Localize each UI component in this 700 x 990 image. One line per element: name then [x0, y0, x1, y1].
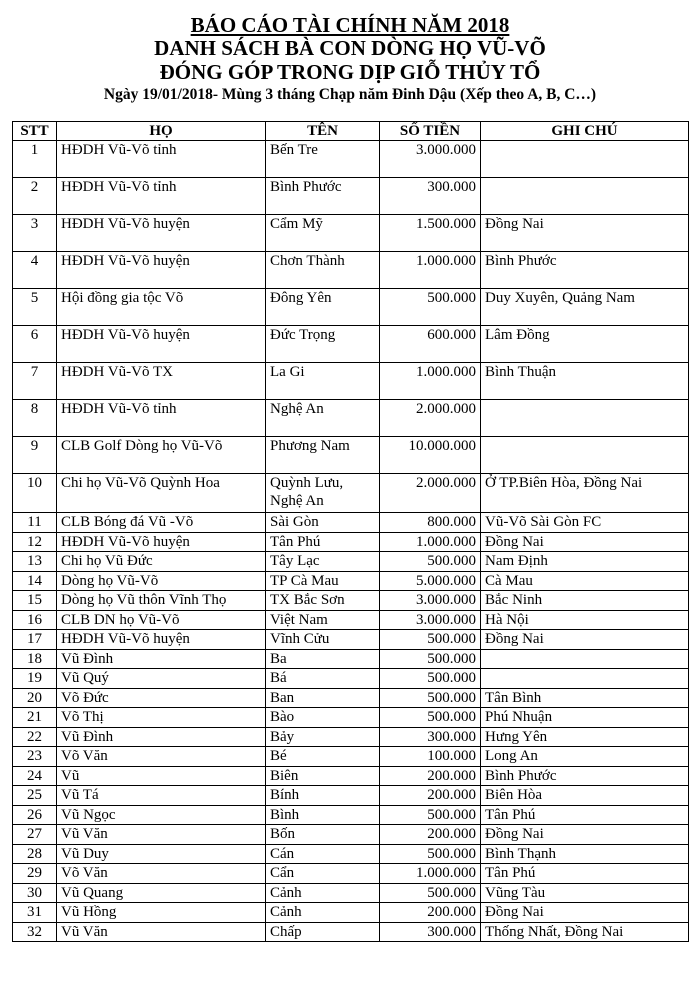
- cell-ho: CLB Bóng đá Vũ -Võ: [57, 513, 266, 533]
- cell-ten: Cẩm Mỹ: [266, 215, 380, 252]
- cell-ho: Vũ Hồng: [57, 903, 266, 923]
- cell-ho: Vũ: [57, 766, 266, 786]
- cell-stt: 9: [13, 437, 57, 474]
- table-row: [13, 178, 689, 215]
- cell-so-tien: 500.000: [380, 649, 481, 669]
- cell-stt: 6: [13, 326, 57, 363]
- cell-ho: Dòng họ Vũ thôn Vĩnh Thọ: [57, 591, 266, 611]
- cell-so-tien: 200.000: [380, 825, 481, 845]
- cell-ten: Bến Tre: [266, 141, 380, 178]
- cell-ghi-chu: Lâm Đồng: [481, 326, 689, 363]
- cell-so-tien: 2.000.000: [380, 474, 481, 513]
- cell-ten: Nghệ An: [266, 400, 380, 437]
- cell-ho: Võ Thị: [57, 708, 266, 728]
- table-row: [13, 688, 689, 708]
- cell-ten: Ban: [266, 688, 380, 708]
- cell-ho: Dòng họ Vũ-Võ: [57, 571, 266, 591]
- cell-stt: 16: [13, 610, 57, 630]
- cell-ten: Chơn Thành: [266, 252, 380, 289]
- table-row: [13, 326, 689, 363]
- table-row: [13, 825, 689, 845]
- cell-ten: Bốn: [266, 825, 380, 845]
- cell-so-tien: 1.000.000: [380, 532, 481, 552]
- cell-ghi-chu: Bắc Ninh: [481, 591, 689, 611]
- col-header-stt: STT: [13, 122, 57, 141]
- cell-stt: 30: [13, 883, 57, 903]
- cell-stt: 26: [13, 805, 57, 825]
- cell-ten: TP Cà Mau: [266, 571, 380, 591]
- table-row: [13, 610, 689, 630]
- table-row: [13, 474, 689, 513]
- cell-so-tien: 300.000: [380, 727, 481, 747]
- table-row: [13, 883, 689, 903]
- cell-stt: 8: [13, 400, 57, 437]
- cell-stt: 28: [13, 844, 57, 864]
- cell-so-tien: 100.000: [380, 747, 481, 767]
- cell-ghi-chu: Cà Mau: [481, 571, 689, 591]
- cell-stt: 11: [13, 513, 57, 533]
- cell-ghi-chu: [481, 437, 689, 474]
- cell-stt: 20: [13, 688, 57, 708]
- cell-ghi-chu: Phú Nhuận: [481, 708, 689, 728]
- list-title: DANH SÁCH BÀ CON DÒNG HỌ VŨ-VÕ: [154, 36, 546, 60]
- col-header-ho: HỌ: [57, 122, 266, 141]
- cell-ghi-chu: Long An: [481, 747, 689, 767]
- cell-ten: Cảnh: [266, 903, 380, 923]
- cell-stt: 23: [13, 747, 57, 767]
- cell-stt: 15: [13, 591, 57, 611]
- cell-ghi-chu: Đồng Nai: [481, 630, 689, 650]
- cell-ghi-chu: Đồng Nai: [481, 825, 689, 845]
- occasion-title: ĐÓNG GÓP TRONG DỊP GIỖ THỦY TỔ: [159, 60, 541, 84]
- cell-ho: Vũ Duy: [57, 844, 266, 864]
- table-row: [13, 747, 689, 767]
- cell-ghi-chu: Tân Phú: [481, 805, 689, 825]
- cell-ten: Bảy: [266, 727, 380, 747]
- cell-ho: Vũ Văn: [57, 922, 266, 942]
- cell-so-tien: 200.000: [380, 903, 481, 923]
- cell-stt: 3: [13, 215, 57, 252]
- cell-so-tien: 500.000: [380, 883, 481, 903]
- table-row: [13, 591, 689, 611]
- cell-so-tien: 500.000: [380, 844, 481, 864]
- report-title: BÁO CÁO TÀI CHÍNH NĂM 2018: [190, 13, 510, 37]
- cell-so-tien: 500.000: [380, 688, 481, 708]
- cell-so-tien: 600.000: [380, 326, 481, 363]
- table-row: [13, 669, 689, 689]
- contribution-table: [12, 121, 689, 942]
- cell-ten: Bính: [266, 786, 380, 806]
- cell-ten: Cẩn: [266, 864, 380, 884]
- cell-ho: HĐDH Vũ-Võ huyện: [57, 252, 266, 289]
- cell-ghi-chu: [481, 178, 689, 215]
- cell-ho: CLB Golf Dòng họ Vũ-Võ: [57, 437, 266, 474]
- cell-ghi-chu: Bình Phước: [481, 252, 689, 289]
- cell-ten: Chấp: [266, 922, 380, 942]
- table-row: [13, 215, 689, 252]
- cell-ghi-chu: Đồng Nai: [481, 903, 689, 923]
- cell-ten: Bào: [266, 708, 380, 728]
- cell-ho: Hội đồng gia tộc Võ: [57, 289, 266, 326]
- cell-ghi-chu: Hà Nội: [481, 610, 689, 630]
- cell-so-tien: 300.000: [380, 178, 481, 215]
- table-row: [13, 400, 689, 437]
- table-row: [13, 786, 689, 806]
- cell-stt: 29: [13, 864, 57, 884]
- cell-ten: Bình: [266, 805, 380, 825]
- cell-ten: Phương Nam: [266, 437, 380, 474]
- cell-ghi-chu: Ở TP.Biên Hòa, Đồng Nai: [481, 474, 689, 513]
- cell-ho: Vũ Ngọc: [57, 805, 266, 825]
- cell-ghi-chu: Nam Định: [481, 552, 689, 572]
- cell-ten: Sài Gòn: [266, 513, 380, 533]
- cell-ho: HĐDH Vũ-Võ tỉnh: [57, 178, 266, 215]
- table-header-row: [13, 122, 689, 141]
- cell-stt: 13: [13, 552, 57, 572]
- date-subtitle: Ngày 19/01/2018- Mùng 3 tháng Chạp năm Đinh Dậu (Xếp theo A, B, C…): [103, 86, 597, 103]
- cell-ghi-chu: Bình Thạnh: [481, 844, 689, 864]
- cell-stt: 14: [13, 571, 57, 591]
- cell-so-tien: 3.000.000: [380, 610, 481, 630]
- table-row: [13, 864, 689, 884]
- cell-ten: Việt Nam: [266, 610, 380, 630]
- cell-ten: Tân Phú: [266, 532, 380, 552]
- cell-ghi-chu: Biên Hòa: [481, 786, 689, 806]
- cell-ten: Tây Lạc: [266, 552, 380, 572]
- cell-stt: 24: [13, 766, 57, 786]
- cell-ho: HĐDH Vũ-Võ huyện: [57, 630, 266, 650]
- cell-ghi-chu: Thống Nhất, Đồng Nai: [481, 922, 689, 942]
- cell-stt: 22: [13, 727, 57, 747]
- cell-ho: Chi họ Vũ-Võ Quỳnh Hoa: [57, 474, 266, 513]
- cell-so-tien: 1.000.000: [380, 252, 481, 289]
- cell-ho: Vũ Đình: [57, 727, 266, 747]
- cell-so-tien: 500.000: [380, 669, 481, 689]
- cell-so-tien: 200.000: [380, 786, 481, 806]
- cell-ho: Vũ Đình: [57, 649, 266, 669]
- cell-ho: HĐDH Vũ-Võ huyện: [57, 326, 266, 363]
- cell-ten: Bình Phước: [266, 178, 380, 215]
- cell-ghi-chu: Đồng Nai: [481, 215, 689, 252]
- cell-stt: 4: [13, 252, 57, 289]
- cell-stt: 31: [13, 903, 57, 923]
- cell-ghi-chu: Hưng Yên: [481, 727, 689, 747]
- cell-stt: 12: [13, 532, 57, 552]
- cell-ho: Vũ Quang: [57, 883, 266, 903]
- table-row: [13, 630, 689, 650]
- cell-so-tien: 1.000.000: [380, 363, 481, 400]
- col-header-ten: TÊN: [266, 122, 380, 141]
- cell-ho: Vũ Tá: [57, 786, 266, 806]
- table-body: [13, 141, 689, 942]
- cell-ten: Bé: [266, 747, 380, 767]
- table-row: [13, 708, 689, 728]
- cell-so-tien: 10.000.000: [380, 437, 481, 474]
- cell-so-tien: 500.000: [380, 708, 481, 728]
- cell-ten: Cảnh: [266, 883, 380, 903]
- cell-ghi-chu: Duy Xuyên, Quảng Nam: [481, 289, 689, 326]
- table-row: [13, 437, 689, 474]
- table-row: [13, 552, 689, 572]
- cell-ho: CLB DN họ Vũ-Võ: [57, 610, 266, 630]
- cell-ho: Võ Văn: [57, 864, 266, 884]
- cell-stt: 1: [13, 141, 57, 178]
- cell-so-tien: 1.000.000: [380, 864, 481, 884]
- cell-ghi-chu: [481, 669, 689, 689]
- cell-so-tien: 2.000.000: [380, 400, 481, 437]
- cell-so-tien: 300.000: [380, 922, 481, 942]
- cell-ten: Bá: [266, 669, 380, 689]
- cell-stt: 10: [13, 474, 57, 513]
- cell-so-tien: 500.000: [380, 289, 481, 326]
- cell-ho: Vũ Văn: [57, 825, 266, 845]
- cell-ho: HĐDH Vũ-Võ tỉnh: [57, 141, 266, 178]
- table-row: [13, 766, 689, 786]
- cell-ghi-chu: Bình Phước: [481, 766, 689, 786]
- cell-stt: 17: [13, 630, 57, 650]
- cell-ten: Đông Yên: [266, 289, 380, 326]
- cell-so-tien: 3.000.000: [380, 141, 481, 178]
- cell-ghi-chu: Vũ-Võ Sài Gòn FC: [481, 513, 689, 533]
- cell-ho: HĐDH Vũ-Võ huyện: [57, 215, 266, 252]
- cell-ghi-chu: [481, 649, 689, 669]
- cell-so-tien: 800.000: [380, 513, 481, 533]
- cell-so-tien: 500.000: [380, 552, 481, 572]
- table-row: [13, 141, 689, 178]
- table-row: [13, 289, 689, 326]
- table-row: [13, 903, 689, 923]
- cell-stt: 25: [13, 786, 57, 806]
- cell-ghi-chu: Tân Bình: [481, 688, 689, 708]
- cell-so-tien: 500.000: [380, 630, 481, 650]
- table-row: [13, 844, 689, 864]
- cell-stt: 19: [13, 669, 57, 689]
- table-row: [13, 532, 689, 552]
- cell-ghi-chu: Tân Phú: [481, 864, 689, 884]
- cell-so-tien: 200.000: [380, 766, 481, 786]
- cell-stt: 21: [13, 708, 57, 728]
- col-header-ghi-chu: GHI CHÚ: [481, 122, 689, 141]
- cell-stt: 18: [13, 649, 57, 669]
- cell-ten: Vĩnh Cửu: [266, 630, 380, 650]
- cell-ghi-chu: [481, 141, 689, 178]
- cell-stt: 27: [13, 825, 57, 845]
- cell-stt: 5: [13, 289, 57, 326]
- cell-ho: HĐDH Vũ-Võ TX: [57, 363, 266, 400]
- cell-so-tien: 1.500.000: [380, 215, 481, 252]
- cell-ghi-chu: Bình Thuận: [481, 363, 689, 400]
- table-row: [13, 363, 689, 400]
- cell-stt: 32: [13, 922, 57, 942]
- col-header-so-tien: SỐ TIỀN: [380, 122, 481, 141]
- table-row: [13, 571, 689, 591]
- cell-so-tien: 5.000.000: [380, 571, 481, 591]
- cell-so-tien: 3.000.000: [380, 591, 481, 611]
- cell-ten: TX Bắc Sơn: [266, 591, 380, 611]
- cell-ten: Quỳnh Lưu, Nghệ An: [266, 474, 380, 513]
- cell-ten: La Gi: [266, 363, 380, 400]
- cell-ho: Võ Văn: [57, 747, 266, 767]
- cell-ho: HĐDH Vũ-Võ tỉnh: [57, 400, 266, 437]
- table-row: [13, 922, 689, 942]
- cell-ho: Võ Đức: [57, 688, 266, 708]
- cell-ho: Chi họ Vũ Đức: [57, 552, 266, 572]
- cell-so-tien: 500.000: [380, 805, 481, 825]
- table-row: [13, 727, 689, 747]
- table-row: [13, 513, 689, 533]
- table-row: [13, 252, 689, 289]
- cell-ten: Ba: [266, 649, 380, 669]
- cell-stt: 7: [13, 363, 57, 400]
- cell-ghi-chu: Đồng Nai: [481, 532, 689, 552]
- cell-ho: HĐDH Vũ-Võ huyện: [57, 532, 266, 552]
- cell-ho: Vũ Quý: [57, 669, 266, 689]
- table-row: [13, 649, 689, 669]
- cell-ten: Đức Trọng: [266, 326, 380, 363]
- cell-ten: Biên: [266, 766, 380, 786]
- cell-ghi-chu: Vũng Tàu: [481, 883, 689, 903]
- cell-ten: Cán: [266, 844, 380, 864]
- table-row: [13, 805, 689, 825]
- cell-stt: 2: [13, 178, 57, 215]
- cell-ghi-chu: [481, 400, 689, 437]
